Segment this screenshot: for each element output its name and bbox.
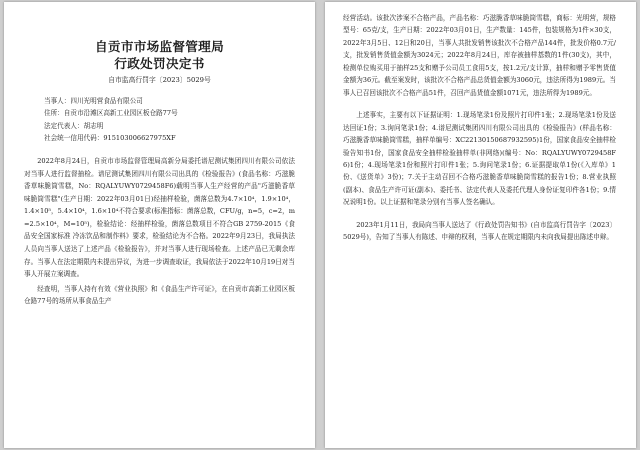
- document-page-right: [325, 2, 636, 448]
- paragraph-evidence-list: 上述事实，主要有以下证据证明：1.现场笔录1份及照片打印件1张；2.现场笔录1份及送达回证1份；3.询问笔录1份；4.谱尼测试集团四川有限公司出具的《检验报告》(样品名称：巧滋脆香草味脆筒雪糕，抽样单编号：XC22130150687932595)1份，国家食品安全抽样检验告知书1份，国家食品安全抽样检验抽样单(非网络)(编号：No：RQALYUWY0729458F6)1份；4.现场笔录1份和照片打印件1张；5.询问笔录1份；6.证据提取单1份(《入库单》1份、《送货单》3份)；7.关于主动召回不合格巧滋脆香草味脆筒雪糕的报告1份；8.营业执照(副本)、食品生产许可证(副本)、委托书、法定代表人及委托代理人身份证复印件各1份；9.情况说明1份。以上证据和笔录分别有当事人签名确认。: [343, 111, 616, 207]
- document-title-line2: 行政处罚决定书: [114, 56, 205, 71]
- document-title-line1: 自贡市市场监督管理局: [95, 39, 224, 54]
- paragraph-inspection-facts: 2022年8月24日，自贡市市场监督管理局高新分局委托谱尼测试集团四川有限公司依法对当事人进行监督抽检。谱尼测试集团四川有限公司出具的《检验报告》(食品名称：巧滋脆香草味脆筒雪糕，No：RQALYUWY0729458F6)载明当事人生产经营的产品"巧滋脆香草味脆筒雪糕"(生产日期：2022年03月01日)经抽样检验，菌落总数为4.7×10⁴，1.9×10⁴，1.4×10⁵，5.4×10⁴，1.6×10⁴不符合要求(标准指标：菌落总数，CFU/g，n=5，c=2，m=2.5×10⁴，M=10⁵)，检验结论：经抽样检验，菌落总数项目不符合GB 2759-2015《食品安全国家标准 冷冻饮品和制作料》要求，检验结论为不合格。2022年9月23日，我局执法人员向当事人送达了上述产品《检验报告》，并对当事人进行现场检查。上述产品已无剩余库存。当事人在法定期限内未提出异议，为进一步调查取证，我局依法于2022年10月19日对当事人开展立案调查。: [24, 157, 295, 279]
- document-number: 自市监高行罚字〔2023〕5029号: [108, 76, 211, 84]
- paragraph-findings-continued: 经营活动。该批次涉案不合格产品，产品名称：巧滋脆香草味脆筒雪糕，商标：光明营，规格型号：65克/支，生产日期：2022年03月01日，生产数量：145件，包装规格为1件×30支，2022年3月5日、12日和20日，当事人共批发销售该批次不合格产品144件，批发价格0.7元/支，批发销售货值金额为3024元；2022年8月24日，库存被抽样基数的1件(30支)，其中，检测单位购买用于抽样25支和赠予公司员工食用5支，按1.2元/支计算，抽样和赠予零售货值金额为36元。截至案发时，该批次不合格产品总货值金额为3060元，违法所得为1989元。当事人已召回该批次不合格产品51件，召回产品货值金额1071元，违法所得为1989元。: [343, 14, 616, 97]
- paragraph-findings-start: 经查明，当事人持有有效《营业执照》和《食品生产许可证》，在自贡市高新工业园区板仓路77号的场所从事食品生产: [24, 284, 295, 306]
- party-address: 住所：自贡市沿滩区高新工业园区板仓路77号: [44, 109, 178, 118]
- paragraph-notice-served: 2023年1月11日，我局向当事人送达了《行政处罚告知书》(自市监高行罚告字〔2023〕5029号)，告知了当事人有陈述、申辩的权利，当事人在规定期限内未向我局提出陈述申辩。: [343, 220, 616, 242]
- party-credit-code: 社会统一信用代码：915103006627975XF: [44, 133, 176, 142]
- party-legal-representative: 法定代表人：胡志明: [44, 121, 104, 130]
- party-name: 当事人：四川光明营食品有限公司: [44, 97, 143, 105]
- document-page-left: [4, 2, 315, 448]
- party-info-block: [24, 95, 295, 144]
